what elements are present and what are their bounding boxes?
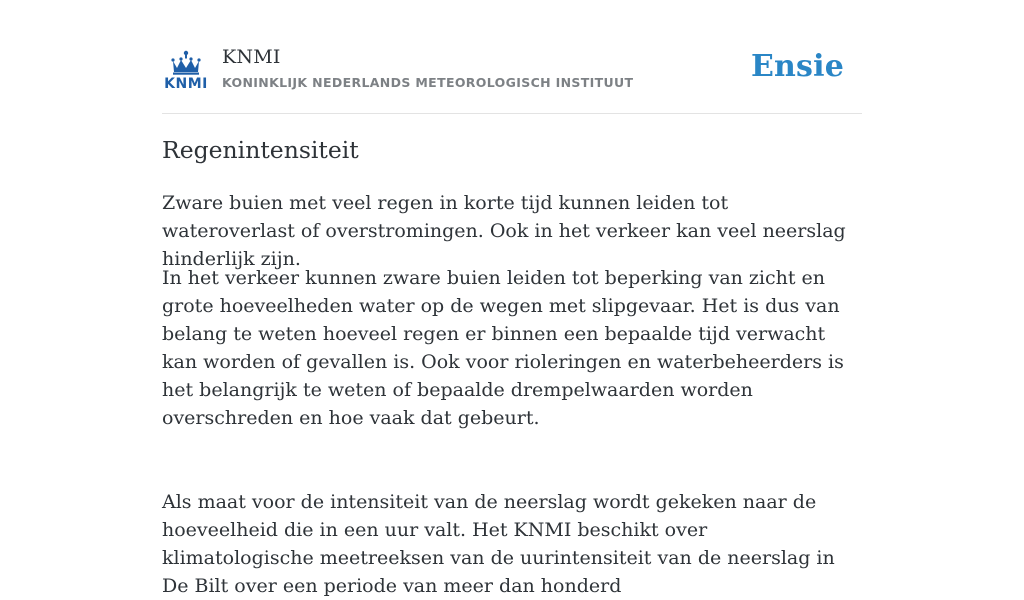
paragraph-gap <box>162 460 862 488</box>
page-title: Regenintensiteit <box>162 136 359 164</box>
org-subtitle: KONINKLIJK NEDERLANDS METEOROLOGISCH INSTITUUT <box>222 75 634 90</box>
page <box>162 0 862 597</box>
body-paragraph-2: Als maat voor de intensiteit van de neerslag wordt gekeken naar de hoeveelheid die in een uur valt. Het KNMI beschikt over klimatologische meetreeksen van de uurintensiteit van de neerslag in De Bilt over een periode van meer dan honderd <box>162 491 835 597</box>
site-header <box>162 0 862 114</box>
logo-text: KNMI <box>164 76 208 90</box>
paragraph-gap <box>162 432 862 460</box>
body-paragraph-1: In het verkeer kunnen zware buien leiden tot beperking van zicht en grote hoeveelheden water op de wegen met slipgevaar. Het is dus van belang te weten hoeveel regen er binnen een bepaalde tijd verwacht kan worden of gevallen is. Ook voor rioleringen en waterbeheerders is het belangrijk te weten of bepaalde drempelwaarden worden overschreden en hoe vaak dat gebeurt. <box>162 267 844 429</box>
org-name[interactable]: KNMI <box>222 46 281 68</box>
article-body <box>162 264 862 600</box>
ensie-brand-link[interactable]: Ensie <box>750 49 844 84</box>
crown-icon <box>171 51 200 75</box>
intro-paragraph: Zware buien met veel regen in korte tijd kunnen leiden tot wateroverlast of overstromingen. Ook in het verkeer kan veel neerslag hinderlijk zijn. <box>162 192 846 270</box>
knmi-logo[interactable] <box>164 50 208 90</box>
